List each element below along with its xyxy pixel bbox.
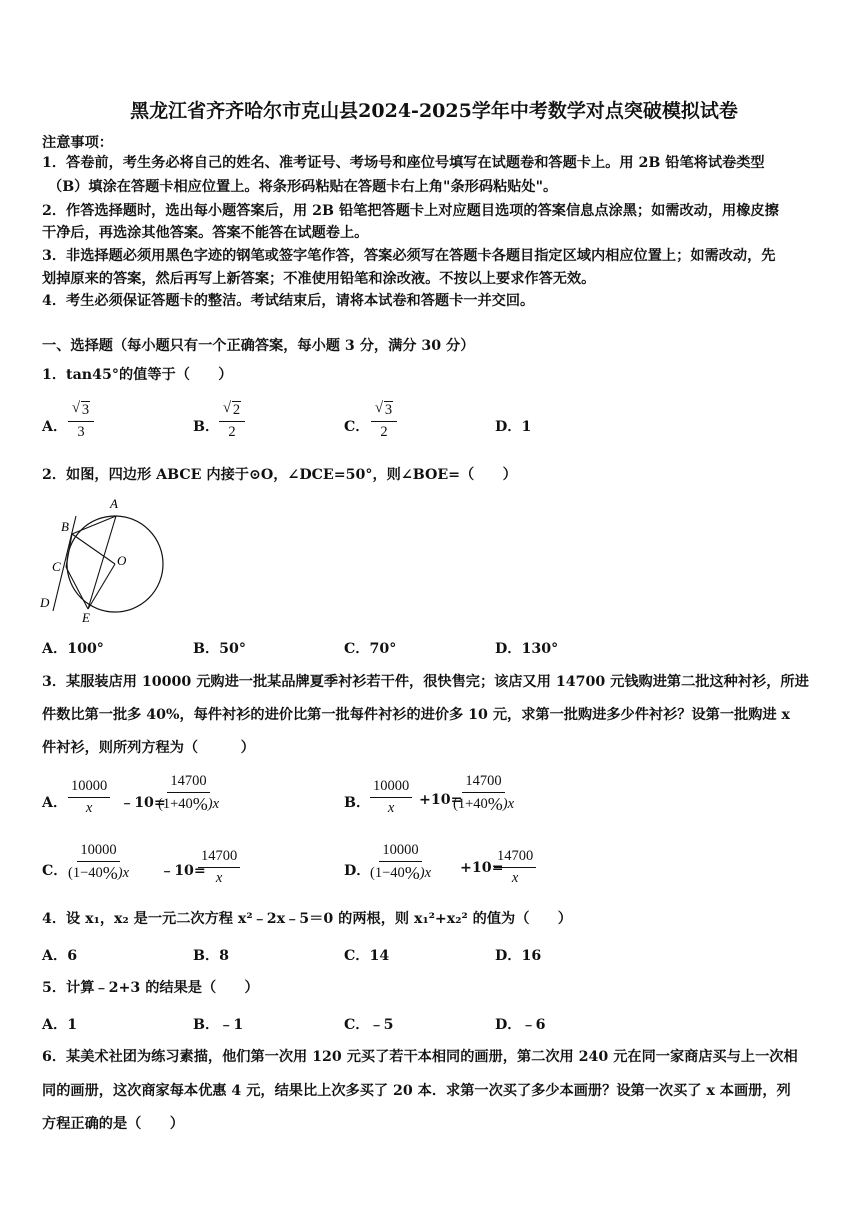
denominator-part: (1−40	[68, 865, 103, 881]
question-stem: 5．计算﹣2+3 的结果是（ ）	[42, 980, 259, 996]
segment-bo	[72, 534, 115, 564]
notice-line: 干净后，再选涂其他答案。答案不能答在试题卷上。	[42, 225, 369, 241]
option-a: A．6	[42, 948, 78, 964]
point-label-b: B	[61, 519, 69, 534]
option-c-left-fraction	[68, 842, 129, 882]
denominator-part: )x	[117, 865, 130, 881]
notice-line: 1．答卷前，考生务必将自己的姓名、准考证号、考场号和座位号填写在试题卷和答题卡上。用 2B 铅笔将试卷类型	[42, 155, 765, 171]
numerator: 14700	[494, 848, 536, 868]
option-c: C．70°	[344, 641, 397, 657]
numerator: 10000	[379, 842, 421, 862]
denominator: x	[85, 800, 93, 816]
option-b: B．50°	[193, 641, 247, 657]
numerator: 10000	[370, 778, 412, 798]
numerator: 14700	[167, 773, 209, 793]
option-a-label: A．	[42, 419, 68, 435]
segment-bc	[66, 534, 72, 567]
option-d-operator: +10=	[460, 860, 504, 876]
denominator-part: )x	[207, 796, 220, 812]
notice-line: 4．考生必须保证答题卡的整洁。考试结束后，请将本试卷和答题卡一并交回。	[42, 293, 535, 309]
option-b: B．﹣1	[193, 1017, 244, 1033]
percent-sign: %	[487, 794, 503, 814]
denominator-part: (1+40	[453, 796, 488, 812]
radicand: 3	[81, 402, 90, 418]
denominator-part: )x	[502, 796, 515, 812]
notice-line: （B）填涂在答题卡相应位置上。将条形码粘贴在答题卡右上角"条形码粘贴处"。	[48, 179, 558, 195]
point-label-d: D	[40, 595, 50, 610]
option-d: D．﹣6	[495, 1017, 546, 1033]
option-d-left-fraction	[370, 842, 431, 882]
option-d: D．1	[495, 419, 532, 435]
section-heading: 一、选择题（每小题只有一个正确答案，每小题 3 分，满分 30 分）	[42, 338, 475, 354]
notice-header: 注意事项：	[42, 135, 113, 151]
option-a-label: A．	[42, 795, 68, 811]
segment-ce	[66, 567, 88, 609]
segment-oe	[88, 564, 115, 609]
notice-line: 3．非选择题必须用黑色字迹的钢笔或签字笔作答，答案必须写在答题卡各题目指定区域内相应位置上；如需改动，先	[42, 248, 776, 264]
option-b-label: B．	[344, 795, 371, 811]
option-a-operator: ﹣10=	[120, 795, 166, 811]
option-a-left-fraction	[68, 778, 110, 817]
option-d: D．130°	[495, 641, 559, 657]
option-a-fraction	[68, 402, 94, 441]
option-c-right-fraction	[198, 848, 240, 887]
denominator: 2	[228, 424, 236, 440]
option-c-operator: ﹣10=	[160, 863, 206, 879]
numerator: 10000	[77, 842, 119, 862]
point-label-a: A	[110, 496, 118, 511]
option-c-label: C．	[344, 419, 370, 435]
option-d: D．16	[495, 948, 542, 964]
denominator-part: (1+40	[158, 796, 193, 812]
notice-line: 2．作答选择题时，选出每小题答案后，用 2B 铅笔把答题卡上对应题目选项的答案信息点涂黑；如需改动，用橡皮擦	[42, 203, 779, 219]
option-b-operator: +10=	[419, 792, 463, 808]
question-line: 件衬衫，则所列方程为（ ）	[42, 740, 255, 756]
percent-sign: %	[192, 794, 208, 814]
denominator: x	[511, 870, 519, 886]
percent-sign: %	[404, 863, 420, 883]
radicand: 2	[232, 402, 241, 418]
segment-ab	[72, 516, 116, 534]
segment-ae	[88, 516, 116, 609]
page-title: 黑龙江省齐齐哈尔市克山县2024-2025学年中考数学对点突破模拟试卷	[130, 100, 738, 122]
option-a: A．1	[42, 1017, 78, 1033]
option-b-right-fraction	[453, 773, 514, 813]
question-line: 同的画册，这次商家每本优惠 4 元，结果比上次多买了 20 本．求第一次买了多少本画册？设第一次买了 x 本画册，列	[42, 1083, 791, 1099]
option-b-label: B．	[193, 419, 220, 435]
option-c: C．﹣5	[344, 1017, 394, 1033]
notice-line: 划掉原来的答案，然后再写上新答案；不准使用铅笔和涂改液。不按以上要求作答无效。	[42, 271, 596, 287]
numerator: 14700	[462, 773, 504, 793]
percent-sign: %	[102, 863, 118, 883]
option-a-right-fraction	[158, 773, 219, 813]
option-c-fraction	[371, 402, 397, 441]
question-line: 方程正确的是（ ）	[42, 1116, 184, 1132]
point-label-o: O	[117, 553, 127, 568]
question-line: 6．某美术社团为练习素描，他们第一次用 120 元买了若干本相同的画册，第二次用 240 元在同一家商店买与上一次相	[42, 1049, 798, 1065]
denominator: 2	[380, 424, 388, 440]
question-line: 3．某服装店用 10000 元购进一批某品牌夏季衬衫若干件，很快售完；该店又用 14700 元钱购进第二批这种衬衫，所进	[42, 674, 809, 690]
numerator: 10000	[68, 778, 110, 798]
option-b-fraction	[219, 402, 245, 441]
point-label-c: C	[52, 559, 61, 574]
denominator-part: )x	[419, 865, 432, 881]
point-label-e: E	[82, 610, 90, 624]
circle-quadrilateral-figure	[36, 494, 170, 624]
option-c-label: C．	[42, 863, 68, 879]
denominator: 3	[77, 424, 85, 440]
option-d-label: D．	[344, 863, 371, 879]
question-stem: 4．设 x₁，x₂ 是一元二次方程 x²﹣2x﹣5＝0 的两根，则 x₁²+x₂² 的值为（ ）	[42, 911, 572, 927]
option-c: C．14	[344, 948, 390, 964]
option-d-right-fraction	[494, 848, 536, 887]
question-line: 件数比第一批多 40%，每件衬衫的进价比第一批每件衬衫的进价多 10 元，求第一批购进多少件衬衫？设第一批购进 x	[42, 707, 790, 723]
option-b-left-fraction	[370, 778, 412, 817]
denominator-part: (1−40	[370, 865, 405, 881]
denominator: x	[387, 800, 395, 816]
denominator: x	[215, 870, 223, 886]
option-a: A．100°	[42, 641, 104, 657]
radicand: 3	[384, 402, 393, 418]
question-stem: 2．如图，四边形 ABCE 内接于⊙O，∠DCE=50°，则∠BOE=（ ）	[42, 467, 517, 483]
question-stem: 1．tan45°的值等于（ ）	[42, 367, 233, 383]
numerator: 14700	[198, 848, 240, 868]
option-b: B．8	[193, 948, 230, 964]
